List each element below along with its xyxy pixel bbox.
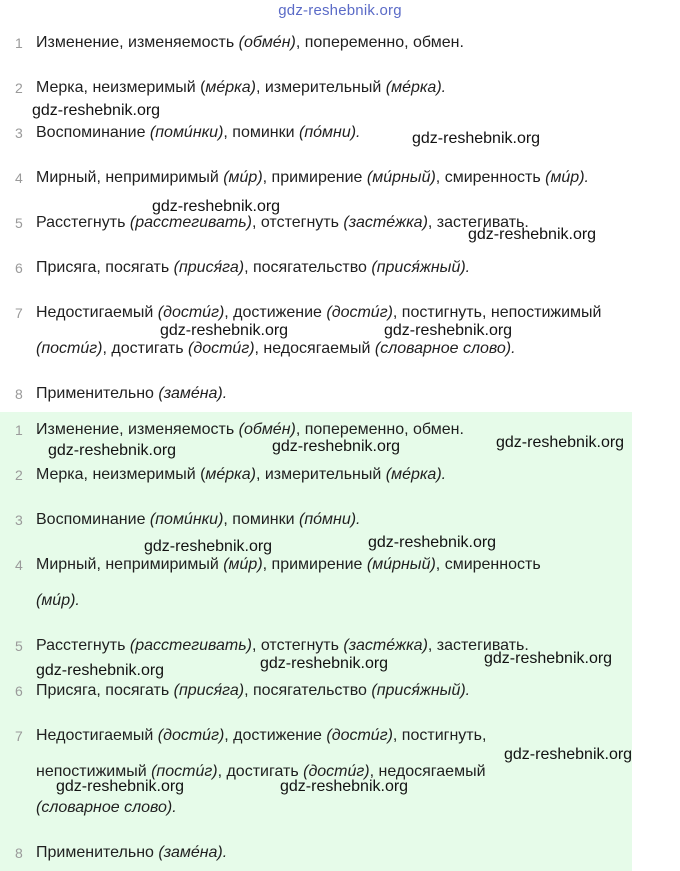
text-segment: Расстегнуть	[36, 214, 130, 231]
text-segment: Недостигаемый	[36, 304, 158, 321]
text-segment: , достигать	[102, 340, 189, 357]
item-number: 3	[15, 512, 23, 528]
item-number: 8	[15, 386, 23, 402]
item-text	[36, 211, 529, 235]
text-segment: , поминки	[223, 511, 300, 528]
italic-annotation: (ми́р).	[36, 592, 80, 609]
text-segment: , смиренность	[435, 556, 541, 573]
site-header[interactable]: gdz-reshebnik.org	[278, 2, 402, 19]
text-segment: , застегивать.	[427, 637, 529, 654]
text-segment: , поминки	[223, 124, 300, 141]
text-segment: Изменение, изменяемость	[36, 34, 239, 51]
italic-annotation: (ми́рный)	[366, 169, 436, 186]
text-segment: , достижение	[224, 304, 327, 321]
italic-annotation: (словарное слово).	[36, 799, 177, 816]
item-text	[36, 337, 516, 361]
watermark: gdz-reshebnik.org	[384, 322, 513, 339]
watermark: gdz-reshebnik.org	[48, 442, 177, 459]
watermark: gdz-reshebnik.org	[152, 198, 281, 215]
item-number: 7	[15, 728, 23, 744]
item-text	[36, 589, 80, 613]
item-text	[36, 553, 541, 577]
item-number: 6	[15, 683, 23, 699]
text-segment: Расстегнуть	[36, 637, 130, 654]
text-segment: Воспоминание	[36, 124, 150, 141]
italic-annotation: (дости́г)	[326, 727, 393, 744]
italic-annotation: (ми́р).	[545, 169, 589, 186]
watermark: gdz-reshebnik.org	[36, 662, 165, 679]
text-segment: Мирный, непримиримый	[36, 556, 224, 573]
watermark: gdz-reshebnik.org	[468, 226, 597, 243]
text-segment: , достигать	[217, 763, 304, 780]
text-segment: Мирный, непримиримый	[36, 169, 224, 186]
text-segment: Мерка, неизмеримый (	[36, 466, 206, 483]
italic-annotation: (обме́н)	[238, 34, 296, 51]
watermark: gdz-reshebnik.org	[504, 746, 633, 763]
item-text	[36, 301, 602, 325]
text-segment: , отстегнуть	[251, 214, 344, 231]
item-number: 8	[15, 845, 23, 861]
text-segment: , недосягаемый	[254, 340, 375, 357]
watermark: gdz-reshebnik.org	[260, 655, 389, 672]
item-text	[36, 796, 177, 820]
italic-annotation: (засте́жка)	[343, 214, 428, 231]
text-segment: Недостигаемый	[36, 727, 158, 744]
italic-annotation: (прися́га)	[173, 259, 245, 276]
item-text	[36, 256, 470, 280]
item-text	[36, 679, 470, 703]
italic-annotation: (дости́г)	[188, 340, 255, 357]
italic-annotation: (обме́н)	[238, 421, 296, 438]
italic-annotation: (поми́нки)	[149, 124, 224, 141]
text-segment: , посягательство	[244, 259, 372, 276]
italic-annotation: (прися́га)	[173, 682, 245, 699]
text-segment: , примирение	[262, 556, 367, 573]
text-segment: , примирение	[262, 169, 367, 186]
watermark: gdz-reshebnik.org	[368, 534, 497, 551]
watermark: gdz-reshebnik.org	[272, 438, 401, 455]
text-segment: , застегивать.	[427, 214, 529, 231]
text-segment: непостижимый	[36, 763, 152, 780]
item-number: 4	[15, 170, 23, 186]
text-segment: , смиренность	[435, 169, 546, 186]
text-segment: , попеременно, обмен.	[295, 421, 464, 438]
italic-annotation: (по́мни).	[299, 511, 361, 528]
watermark: gdz-reshebnik.org	[144, 538, 273, 555]
watermark: gdz-reshebnik.org	[32, 102, 161, 119]
item-number: 5	[15, 215, 23, 231]
text-segment: Присяга, посягать	[36, 682, 174, 699]
text-segment: , постигнуть,	[392, 727, 487, 744]
text-segment: , постигнуть, непостижимый	[392, 304, 602, 321]
item-number: 2	[15, 80, 23, 96]
item-text	[36, 724, 486, 748]
item-text	[36, 382, 227, 406]
text-segment: , измерительный	[255, 79, 386, 96]
item-text	[36, 31, 464, 55]
italic-annotation: (ми́рный)	[366, 556, 436, 573]
text-segment: Воспоминание	[36, 511, 150, 528]
text-segment: , измерительный	[255, 466, 386, 483]
text-segment: Изменение, изменяемость	[36, 421, 239, 438]
italic-annotation: (дости́г)	[303, 763, 370, 780]
item-number: 4	[15, 557, 23, 573]
item-text	[36, 841, 227, 865]
italic-annotation: (дости́г)	[157, 727, 225, 744]
text-segment: Применительно	[36, 844, 159, 861]
italic-annotation: (дости́г)	[157, 304, 225, 321]
italic-annotation: (по́мни).	[299, 124, 361, 141]
item-number: 2	[15, 467, 23, 483]
item-text	[36, 508, 361, 532]
italic-annotation: (расстегивать)	[129, 214, 252, 231]
italic-annotation: (ме́рка).	[385, 79, 447, 96]
watermark: gdz-reshebnik.org	[496, 434, 625, 451]
italic-annotation: (заме́на).	[158, 385, 228, 402]
italic-annotation: (прися́жный).	[371, 682, 471, 699]
text-segment: , посягательство	[244, 682, 372, 699]
item-number: 5	[15, 638, 23, 654]
item-text	[36, 463, 446, 487]
italic-annotation: (ме́рка).	[385, 466, 447, 483]
watermark: gdz-reshebnik.org	[412, 130, 541, 147]
item-text	[36, 76, 446, 100]
item-text	[36, 121, 361, 145]
item-text	[36, 166, 589, 190]
italic-annotation: (пости́г)	[36, 340, 103, 357]
text-segment: Мерка, неизмеримый (	[36, 79, 206, 96]
item-number: 1	[15, 35, 23, 51]
italic-annotation: (поми́нки)	[149, 511, 224, 528]
watermark: gdz-reshebnik.org	[280, 778, 409, 795]
watermark: gdz-reshebnik.org	[56, 778, 185, 795]
italic-annotation: (засте́жка)	[343, 637, 428, 654]
text-segment: , попеременно, обмен.	[295, 34, 464, 51]
item-number: 1	[15, 422, 23, 438]
italic-annotation: (прися́жный).	[371, 259, 471, 276]
text-segment: , отстегнуть	[251, 637, 344, 654]
italic-annotation: (заме́на).	[158, 844, 228, 861]
italic-annotation: (ми́р)	[223, 169, 263, 186]
italic-annotation: (ми́р)	[223, 556, 263, 573]
italic-annotation: (дости́г)	[326, 304, 393, 321]
italic-annotation: ме́рка)	[205, 79, 256, 96]
italic-annotation: (пости́г)	[151, 763, 218, 780]
item-number: 6	[15, 260, 23, 276]
italic-annotation: (расстегивать)	[129, 637, 252, 654]
italic-annotation: (словарное слово).	[374, 340, 516, 357]
item-number: 3	[15, 125, 23, 141]
watermark: gdz-reshebnik.org	[160, 322, 289, 339]
watermark: gdz-reshebnik.org	[484, 650, 613, 667]
text-segment: Применительно	[36, 385, 159, 402]
text-segment: , недосягаемый	[369, 763, 486, 780]
italic-annotation: ме́рка)	[205, 466, 256, 483]
text-segment: Присяга, посягать	[36, 259, 174, 276]
text-segment: , достижение	[224, 727, 327, 744]
item-number: 7	[15, 305, 23, 321]
